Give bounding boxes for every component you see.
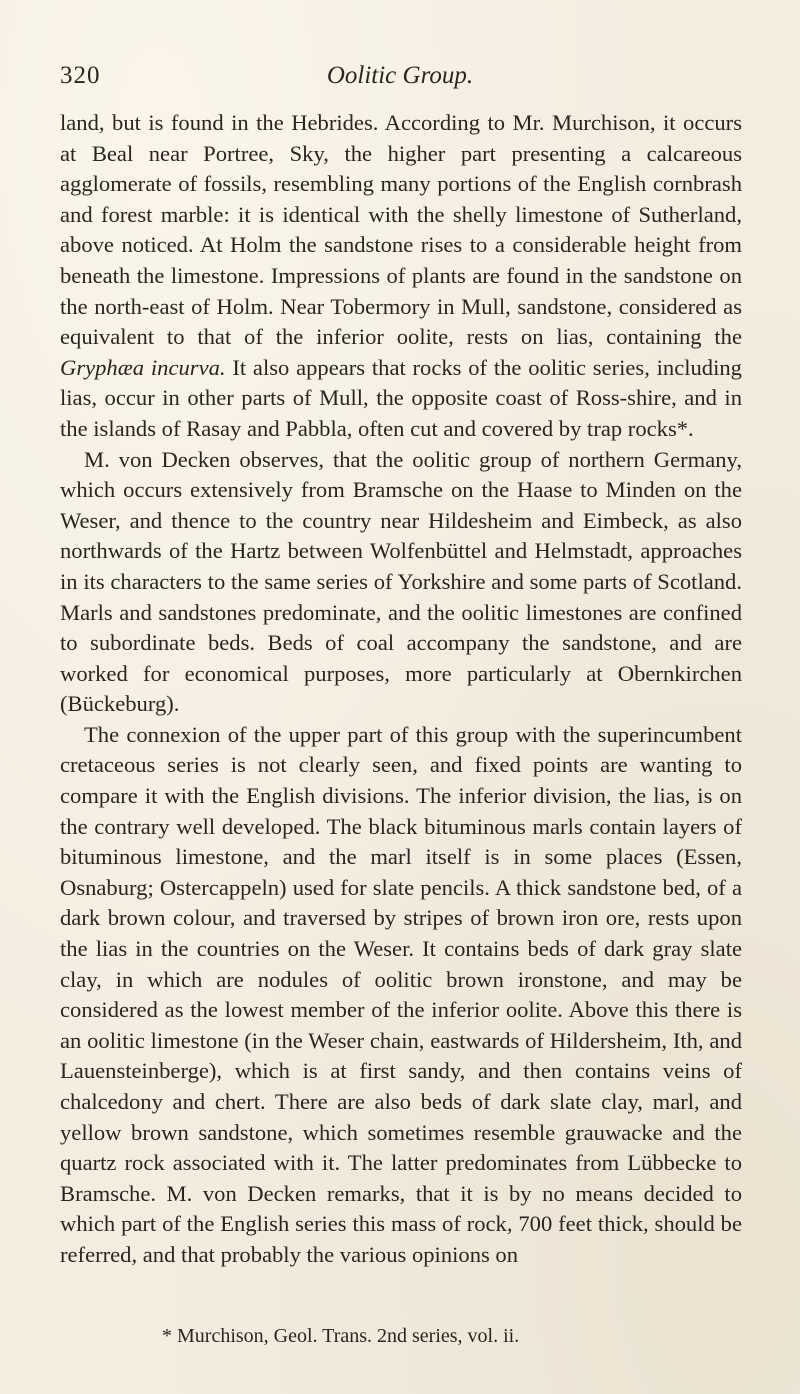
page-number: 320	[60, 62, 101, 89]
paragraph-3: The connexion of the upper part of this group with the superincumbent cretaceous series is not clearly seen, and fixed points are wanting to compare it with the English divisions. The inferior division, the lias, is on the contrary well developed. The black bituminous marls contain layers of bituminous limestone, and the marl itself is in some places (Essen, Osnaburg; Ostercappeln) used for slate pencils. A thick sandstone bed, of a dark brown colour, and traversed by stripes of brown iron ore, rests upon the lias in the countries on the Weser. It contains beds of dark gray slate clay, in which are nodules of oolitic brown ironstone, and may be considered as the lowest member of the inferior oolite. Above this there is an oolitic limestone (in the Weser chain, eastwards of Hildersheim, Ith, and Lauensteinberge), which is at first sandy, and then contains veins of chalcedony and chert. There are also beds of dark slate clay, marl, and yellow brown sandstone, which sometimes resemble grauwacke and the quartz rock associated with it. The latter predominates from Lübbecke to Bramsche. M. von Decken remarks, that it is by no means decided to which part of the English series this mass of rock, 700 feet thick, should be referred, and that probably the various opinions on	[60, 721, 742, 1267]
paragraph-2: M. von Decken observes, that the oolitic group of northern Germany, which occurs extensively from Bramsche on the Haase to Minden on the Weser, and thence to the country near Hildesheim and Eimbeck, as also northwards of the Hartz between Wolfenbüttel and Helmstadt, approaches in its characters to the same series of Yorkshire and some parts of Scotland. Marls and sandstones predominate, and the oolitic limestones are confined to subordinate beds. Beds of coal accompany the sandstone, and are worked for economical purposes, more particularly at Obernkirchen (Bückeburg).	[60, 446, 742, 717]
body-text	[60, 108, 742, 1271]
footnote: * Murchison, Geol. Trans. 2nd series, vol. ii.	[162, 1325, 520, 1347]
running-title: Oolitic Group.	[326, 62, 474, 89]
paragraph-1-part-a: land, but is found in the Hebrides. According to Mr. Murchison, it occurs at Beal near Portree, Sky, the higher part presenting a calcareous agglomerate of fossils, resembling many portions of the English cornbrash and forest marble: it is identical with the shelly limestone of Sutherland, above noticed. At Holm the sandstone rises to a considerable height from beneath the limestone. Impressions of plants are found in the sandstone on the north-east of Holm. Near Tobermory in Mull, sandstone, considered as equivalent to that of the inferior oolite, rests on lias, containing the	[60, 110, 742, 350]
paragraph-1-part-b: It also appears that rocks of the oolitic series, including lias, occur in other parts of Mull, the opposite coast of Ross-shire, and in the islands of Rasay and Pabbla, often cut and covered by trap rocks*.	[60, 354, 742, 441]
running-head	[60, 62, 740, 92]
paragraph-1	[60, 108, 742, 445]
species-name: Gryphæa incurva.	[60, 354, 226, 380]
